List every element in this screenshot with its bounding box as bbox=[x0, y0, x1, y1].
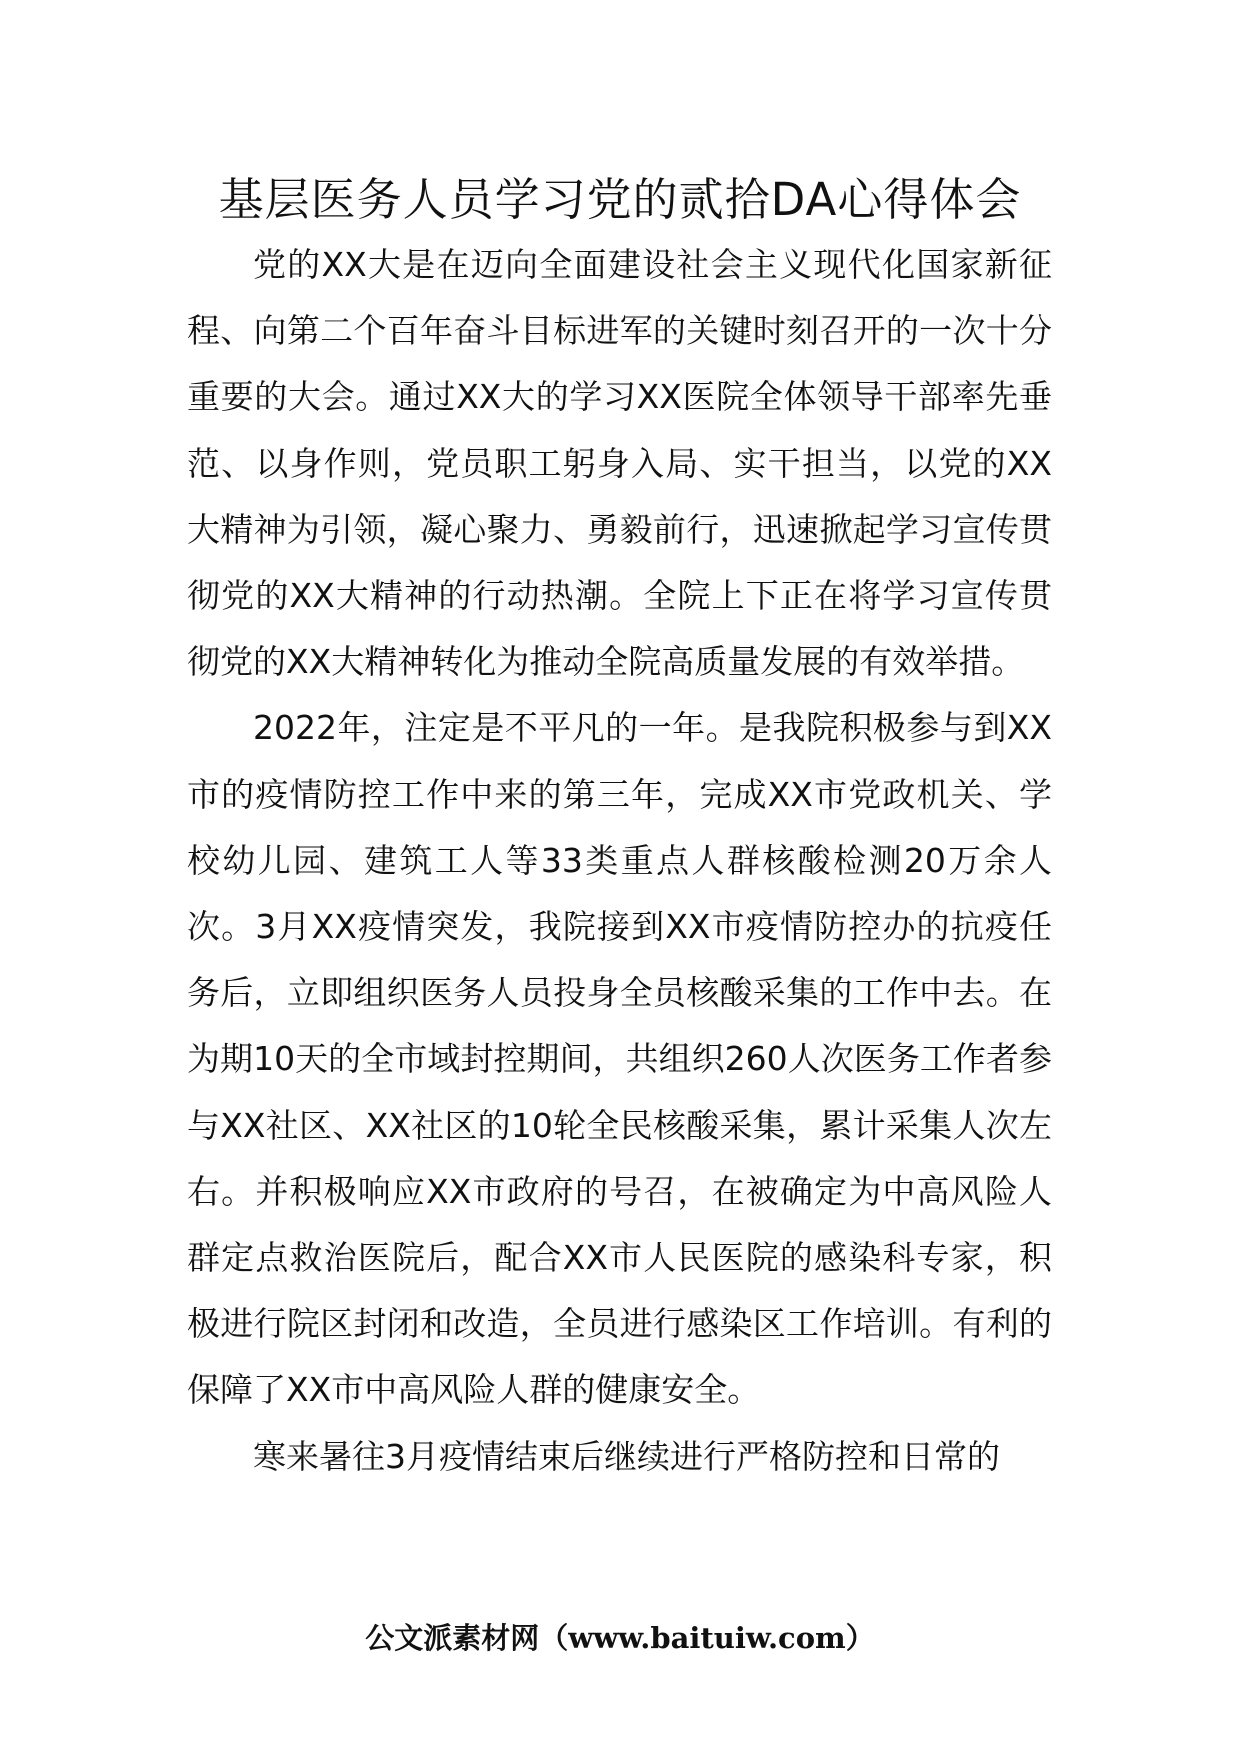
paragraph-2: 2022年，注定是不平凡的一年。是我院积极参与到XX市的疫情防控工作中来的第三年，完成XX市党政机关、学校幼儿园、建筑工人等33类重点人群核酸检测20万余人次。3月XX疫情突发，我院接到XX市疫情防控办的抗疫任务后，立即组织医务人员投身全员核酸采集的工作中去。在为期10天的全市域封控期间，共组织260人次医务工作者参与XX社区、XX社区的10轮全民核酸采集，累计采集人次左右。并积极响应XX市政府的号召，在被确定为中高风险人群定点救治医院后，配合XX市人民医院的感染科专家，积极进行院区封闭和改造，全员进行感染区工作培训。有利的保障了XX市中高风险人群的健康安全。 bbox=[187, 708, 1052, 1410]
footer-watermark: 公文派素材网（www.baituiw.com） bbox=[365, 1621, 875, 1655]
paragraph-3: 寒来暑往3月疫情结束后继续进行严格防控和日常的 bbox=[253, 1436, 1000, 1476]
document-body bbox=[187, 232, 1052, 1490]
paragraph-1: 党的XX大是在迈向全面建设社会主义现代化国家新征程、向第二个百年奋斗目标进军的关键时刻召开的一次十分重要的大会。通过XX大的学习XX医院全体领导干部率先垂范、以身作则，党员职工躬身入局、实干担当，以党的XX大精神为引领，凝心聚力、勇毅前行，迅速掀起学习宣传贯彻党的XX大精神的行动热潮。全院上下正在将学习宣传贯彻党的XX大精神转化为推动全院高质量发展的有效举措。 bbox=[187, 245, 1052, 682]
document-title: 基层医务人员学习党的贰拾DA心得体会 bbox=[218, 173, 1022, 226]
